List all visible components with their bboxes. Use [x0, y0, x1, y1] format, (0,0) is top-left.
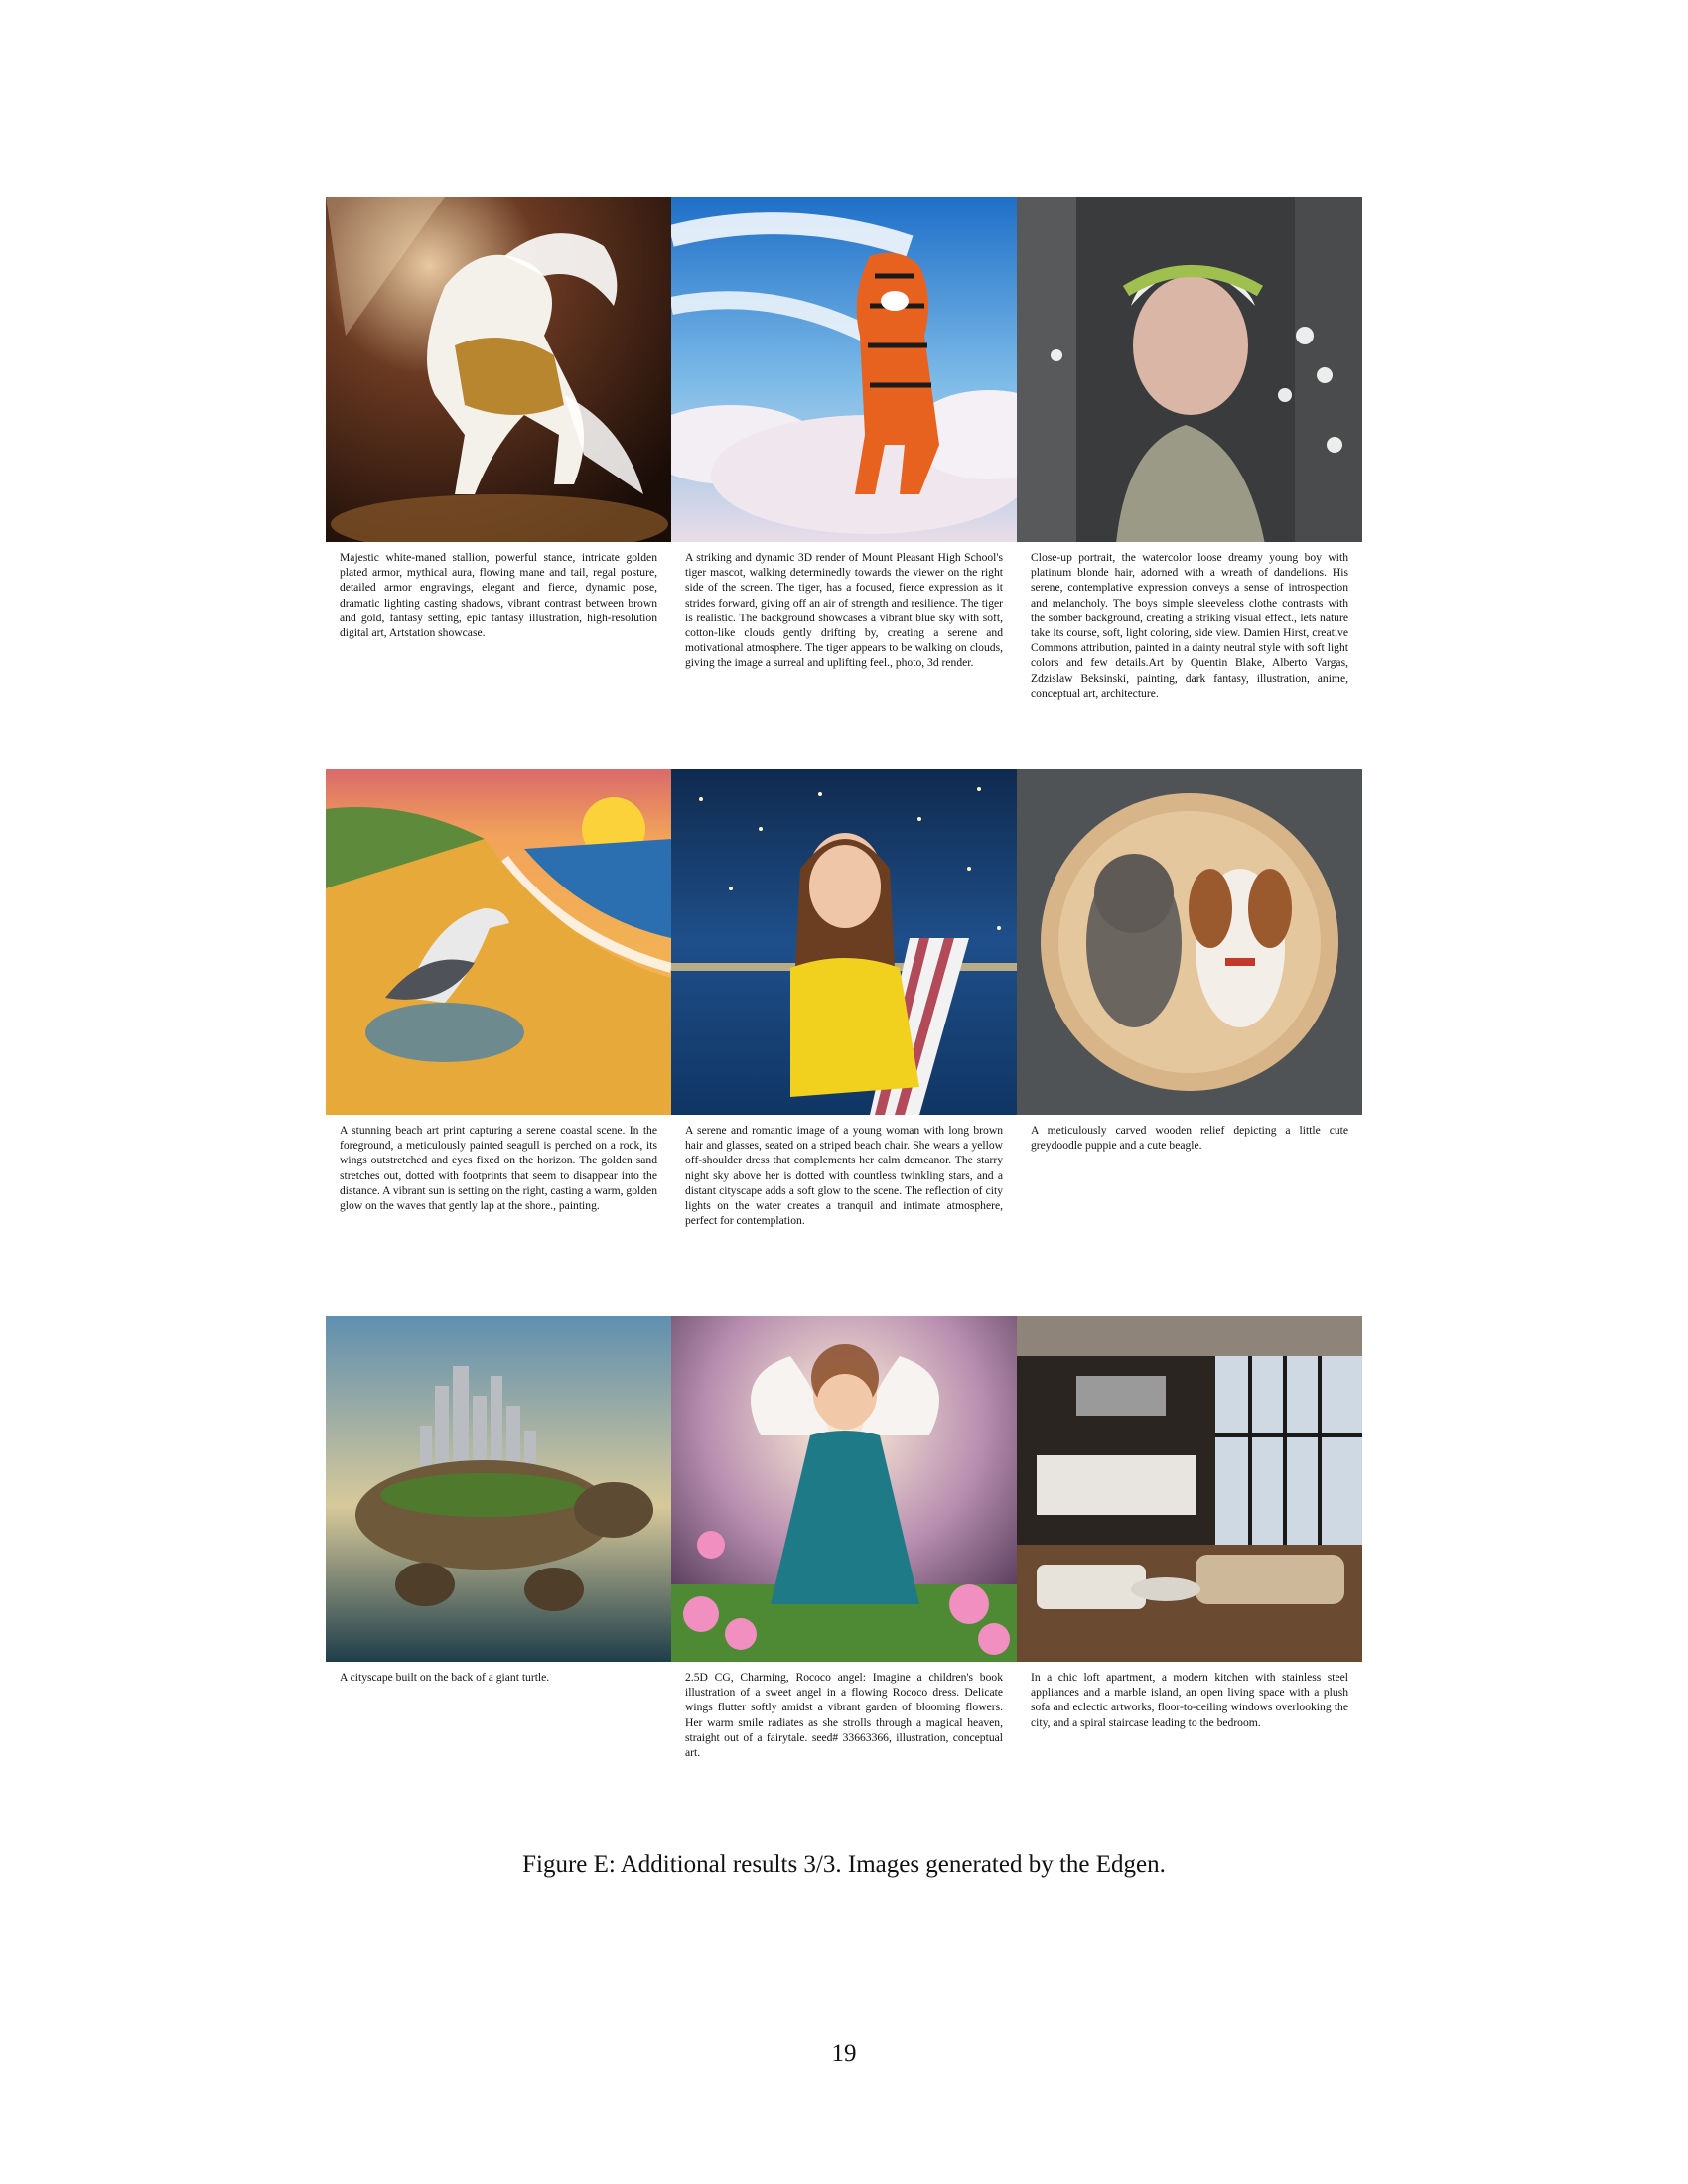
seagull-image	[326, 769, 671, 1115]
rococo-angel-image	[671, 1316, 1017, 1662]
image-caption: Majestic white-maned stallion, powerful stance, intricate golden plated armor, mythical aura, flowing mane and tail, regal posture, detailed armor engravings, elegant and fierce, dynamic pose, dramatic lighting casting shadows, vibrant contrast between brown and gold, fantasy setting, epic fantasy illustration, high-resolution digital art, Artstation showcase.	[340, 551, 657, 640]
image-caption: Close-up portrait, the watercolor loose dreamy young boy with platinum blonde hair, adorned with a wreath of dandelions. His serene, contemplative expression conveys a sense of introspection and melancholy. The boys simple sleeveless clothe contrasts with the somber background, creating a striking visual effect., lets nature take its course, soft, light coloring, side view. Damien Hirst, creative Commons attribution, painted in a dainty neutral style with soft light colors and few details.Art by Quentin Blake, Alberto Vargas, Zdzislaw Beksinski, painting, dark fantasy, illustration, anime, conceptual art, architecture.	[1031, 551, 1348, 700]
turtle-city-image	[326, 1316, 671, 1662]
page-number: 19	[831, 2040, 857, 2067]
image-caption: 2.5D CG, Charming, Rococo angel: Imagine a children's book illustration of a sweet angel in a flowing Rococo dress. Delicate wings flutter softly amidst a vibrant garden of blooming flowers. Her warm smile radiates as she strolls through a magical heaven, straight out of a fairytale. seed# 33663366, illustration, conceptual art.	[685, 1671, 1003, 1760]
image-caption: A stunning beach art print capturing a serene coastal scene. In the foreground, a meticulously painted seagull is perched on a rock, its wings outstretched and eyes fixed on the horizon. The golden sand stretches out, dotted with footprints that seem to disappear into the distance. A vibrant sun is setting on the right, casting a warm, golden glow on the waves that gently lap at the shore., painting.	[340, 1124, 657, 1213]
image-caption: A striking and dynamic 3D render of Mount Pleasant High School's tiger mascot, walking determinedly towards the viewer on the right side of the screen. The tiger, has a focused, fierce expression as it strides forward, giving off an air of strength and resilience. The tiger is realistic. The background showcases a vibrant blue sky with soft, cotton-like clouds gently drifting by, creating a serene and motivational atmosphere. The tiger appears to be walking on clouds, giving the image a surreal and uplifting feel., photo, 3d render.	[685, 551, 1003, 670]
image-caption: A serene and romantic image of a young woman with long brown hair and glasses, seated on a striped beach chair. She wears a yellow off-shoulder dress that complements her calm demeanor. The starry night sky above her is dotted with countless twinkling stars, and a distant cityscape adds a soft glow to the scene. The reflection of city lights on the water creates a tranquil and intimate atmosphere, perfect for contemplation.	[685, 1124, 1003, 1228]
woman-beach-chair-image	[671, 769, 1017, 1115]
image-caption: In a chic loft apartment, a modern kitchen with stainless steel appliances and a marble island, an open living space with a plush sofa and eclectic artworks, floor-to-ceiling windows overlooking the city, and a spiral staircase leading to the bedroom.	[1031, 1671, 1348, 1729]
wooden-dogs-image	[1017, 769, 1362, 1115]
image-caption: A cityscape built on the back of a giant turtle.	[340, 1671, 550, 1684]
loft-apartment-image	[1017, 1316, 1362, 1662]
figure-caption: Figure E: Additional results 3/3. Images generated by the Edgen.	[522, 1851, 1166, 1878]
stallion-image	[326, 197, 671, 542]
boy-portrait-image	[1017, 197, 1362, 542]
image-caption: A meticulously carved wooden relief depicting a little cute greydoodle puppie and a cute beagle.	[1031, 1124, 1348, 1153]
tiger-image	[671, 197, 1017, 542]
